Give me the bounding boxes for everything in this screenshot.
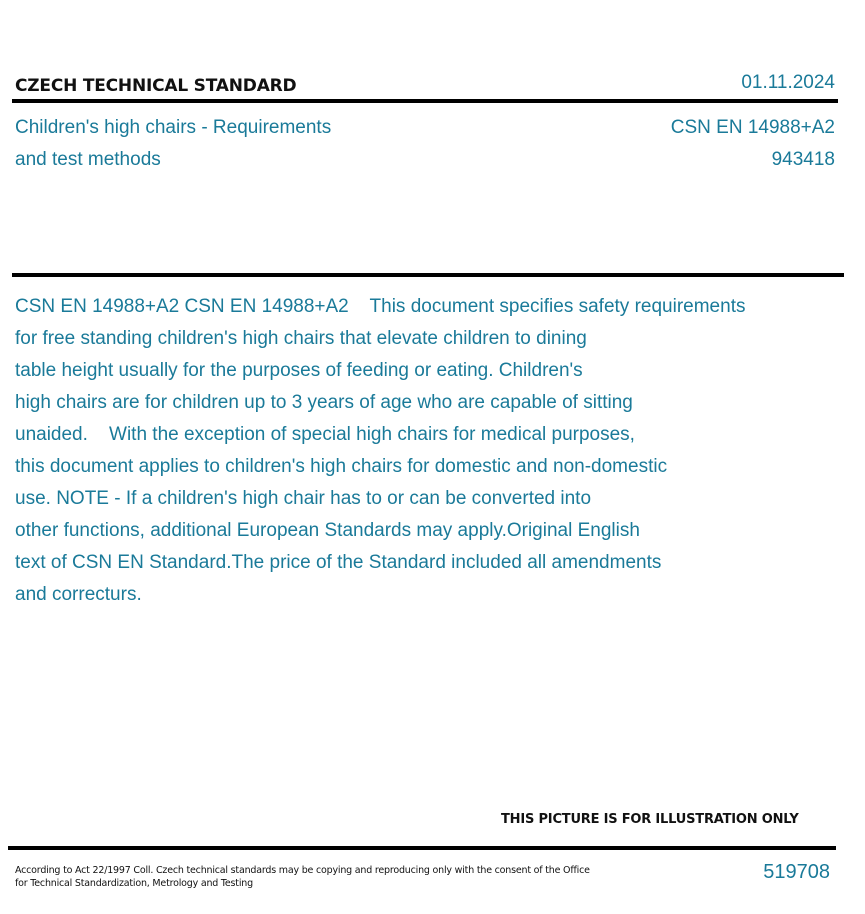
standard-title-line-2: and test methods bbox=[15, 149, 161, 170]
description-line: other functions, additional European Standards may apply.Original English bbox=[15, 520, 640, 541]
document-type-heading: CZECH TECHNICAL STANDARD bbox=[15, 76, 297, 96]
description-line: text of CSN EN Standard.The price of the Standard included all amendments bbox=[15, 552, 662, 573]
description-line: this document applies to children's high chairs for domestic and non-domestic bbox=[15, 456, 668, 477]
description-line: for free standing children's high chairs that elevate children to dining bbox=[15, 328, 587, 349]
illustration-disclaimer: THIS PICTURE IS FOR ILLUSTRATION ONLY bbox=[501, 812, 799, 827]
legal-notice bbox=[15, 864, 590, 890]
legal-notice-line: According to Act 22/1997 Coll. Czech technical standards may be copying and reproducing only with the consent of the Office bbox=[15, 865, 590, 876]
legal-notice-line: for Technical Standardization, Metrology and Testing bbox=[15, 878, 253, 889]
description-line: CSN EN 14988+A2 CSN EN 14988+A2 This document specifies safety requirements bbox=[15, 296, 746, 317]
class-number: 943418 bbox=[771, 149, 835, 170]
standard-code: CSN EN 14988+A2 bbox=[670, 117, 835, 138]
standard-description bbox=[15, 291, 845, 611]
header-divider bbox=[12, 99, 838, 103]
description-line: table height usually for the purposes of feeding or eating. Children's bbox=[15, 360, 583, 381]
publication-date: 01.11.2024 bbox=[741, 72, 835, 93]
description-line: unaided. With the exception of special high chairs for medical purposes, bbox=[15, 424, 635, 445]
section-divider bbox=[12, 273, 844, 277]
description-line: high chairs are for children up to 3 years of age who are capable of sitting bbox=[15, 392, 633, 413]
description-line: and correcturs. bbox=[15, 584, 142, 605]
footer-divider bbox=[8, 846, 836, 850]
catalog-number: 519708 bbox=[763, 861, 830, 883]
standard-title-line-1: Children's high chairs - Requirements bbox=[15, 117, 332, 138]
description-line: use. NOTE - If a children's high chair has to or can be converted into bbox=[15, 488, 592, 509]
